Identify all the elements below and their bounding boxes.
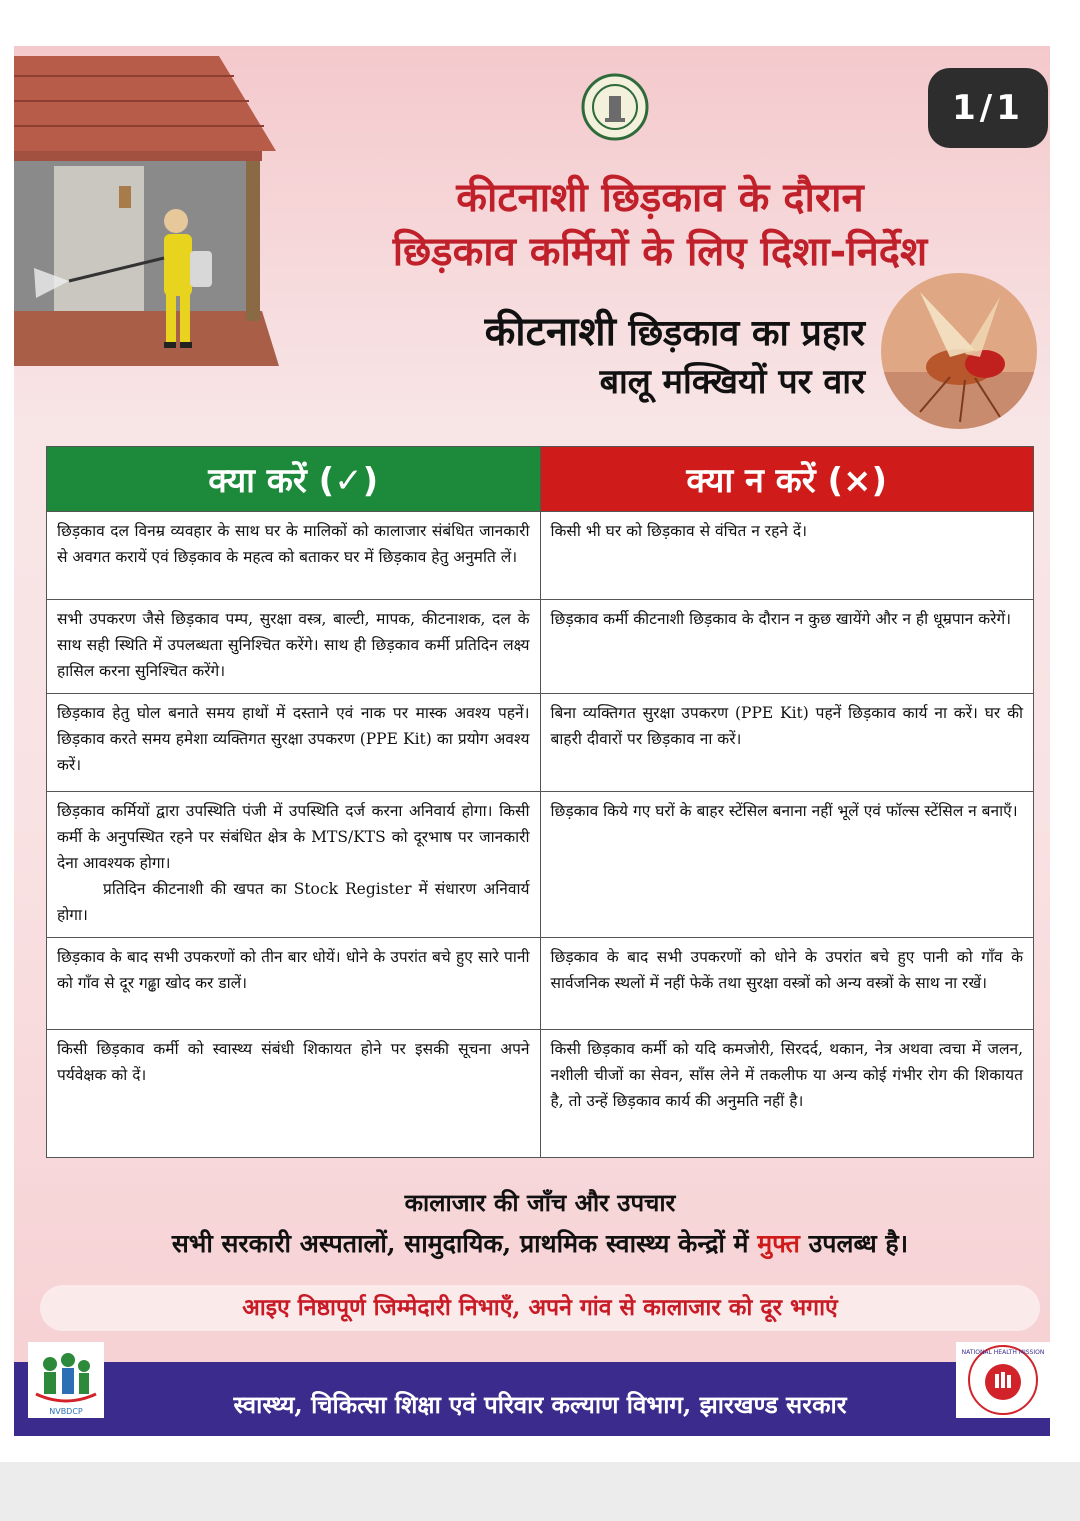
footer-line2-post: उपलब्ध है।: [808, 1229, 909, 1258]
footer-free-treatment: [0, 1226, 1080, 1260]
nhm-logo-text: NATIONAL HEALTH MISSION: [961, 1349, 1045, 1356]
table-row: [47, 512, 1034, 600]
do-cell: छिड़काव हेतु घोल बनाते समय हाथों में दस्ताने एवं नाक पर मास्क अवश्य पहनें। छिड़काव करते समय हमेशा व्यक्तिगत सुरक्षा उपकरण (PPE Kit) का प्रयोग अवश्य करें।: [47, 694, 541, 792]
page-count-badge: 1/1: [928, 68, 1048, 148]
appeal-banner: आइए निष्ठापूर्ण जिम्मेदारी निभाएँ, अपने गांव से कालाजार को दूर भगाएं: [40, 1285, 1040, 1331]
sprayer-illustration: [14, 46, 304, 386]
dont-cell: किसी भी घर को छिड़काव से वंचित न रहने दें।: [540, 512, 1034, 600]
dont-cell: छिड़काव के बाद सभी उपकरणों को धोने के उपरांत बचे हुए पानी को गाँव के सार्वजनिक स्थलों में नहीं फेकें तथा सुरक्षा वस्त्रों को अन्य वस्त्रों के साथ ना रखें।: [540, 938, 1034, 1030]
department-name: स्वास्थ्य, चिकित्सा शिक्षा एवं परिवार कल्याण विभाग, झारखण्ड सरकार: [233, 1390, 847, 1419]
do-column-header: क्या करें (✓): [47, 447, 541, 512]
do-cell: किसी छिड़काव कर्मी को स्वास्थ्य संबंधी शिकायत होने पर इसकी सूचना अपने पर्यवेक्षक को दें।: [47, 1030, 541, 1158]
table-row: [47, 600, 1034, 694]
dont-cell: किसी छिड़काव कर्मी को यदि कमजोरी, सिरदर्द, थकान, नेत्र अथवा त्वचा में जलन, नशीली चीजों का सेवन, साँस लेने में तकलीफ या अन्य कोई गंभीर रोग की शिकायत है, तो उन्हें छिड़काव कार्य की अनुमति नहीं है।: [540, 1030, 1034, 1158]
slogan-line-1: [485, 302, 865, 357]
nvbdcp-logo: [28, 1342, 104, 1418]
do-cell: सभी उपकरण जैसे छिड़काव पम्प, सुरक्षा वस्त्र, बाल्टी, मापक, कीटनाशक, दल के साथ सही स्थिति में उपलब्धता सुनिश्चित करेंगे। साथ ही छिड़काव कर्मी प्रतिदिन लक्ष्य हासिल करना सुनिश्चित करेंगे।: [47, 600, 541, 694]
table-row: [47, 1030, 1034, 1158]
sandfly-photo: [880, 272, 1038, 430]
slogan-bold-word: कीटनाशी: [484, 309, 616, 355]
do-cell-extra: प्रतिदिन कीटनाशी की खपत का Stock Register में संधारण अनिवार्य होगा।: [57, 880, 530, 924]
do-cell: छिड़काव दल विनम्र व्यवहार के साथ घर के मालिकों को कालाजार संबंधित जानकारी से अवगत करायें एवं छिड़काव के महत्व को बताकर घर में छिड़काव हेतु अनुमति लें।: [47, 512, 541, 600]
footer-line2-pre: सभी सरकारी अस्पतालों, सामुदायिक, प्राथमिक स्वास्थ्य केन्द्रों में: [171, 1229, 749, 1258]
government-emblem: [580, 72, 650, 142]
footer-free-word: मुफ्त: [757, 1229, 800, 1258]
slogan-line-2: बालू मक्खियों पर वार: [599, 362, 865, 402]
do-cell: [47, 792, 541, 938]
table-row: [47, 694, 1034, 792]
footer-headline: कालाजार की जाँच और उपचार: [404, 1188, 676, 1217]
title-line-1: कीटनाशी छिड़काव के दौरान: [456, 175, 864, 221]
slogan-line-1-rest: छिड़काव का प्रहार: [628, 313, 865, 354]
nvbdcp-logo-text: NVBDCP: [49, 1407, 83, 1416]
guidelines-table: [46, 446, 1034, 1158]
dont-cell: छिड़काव कर्मी कीटनाशी छिड़काव के दौरान न कुछ खायेंगे और न ही धूम्रपान करेगें।: [540, 600, 1034, 694]
title-line-2: छिड़काव कर्मियों के लिए दिशा-निर्देश: [392, 229, 928, 275]
dont-cell: छिड़काव किये गए घरों के बाहर स्टेंसिल बनाना नहीं भूलें एवं फॉल्स स्टेंसिल न बनाएँ।: [540, 792, 1034, 938]
do-cell: छिड़काव के बाद सभी उपकरणों को तीन बार धोयें। धोने के उपरांत बचे हुए सारे पानी को गाँव से दूर गढ्ढा खोद कर डालें।: [47, 938, 541, 1030]
dont-column-header: क्या न करें (×): [540, 447, 1034, 512]
dont-cell: बिना व्यक्तिगत सुरक्षा उपकरण (PPE Kit) पहनें छिड़काव कार्य ना करें। घर की बाहरी दीवारों पर छिड़काव ना करें।: [540, 694, 1034, 792]
table-row: [47, 938, 1034, 1030]
table-row: [47, 792, 1034, 938]
do-cell-text: छिड़काव कर्मियों द्वारा उपस्थिति पंजी में उपस्थिति दर्ज करना अनिवार्य होगा। किसी कर्मी के अनुपस्थित रहने पर संबंधित क्षेत्र के MTS/KTS को दूरभाष पर जानकारी देना आवश्यक होगा।: [57, 802, 530, 872]
nhm-logo: [956, 1342, 1050, 1418]
